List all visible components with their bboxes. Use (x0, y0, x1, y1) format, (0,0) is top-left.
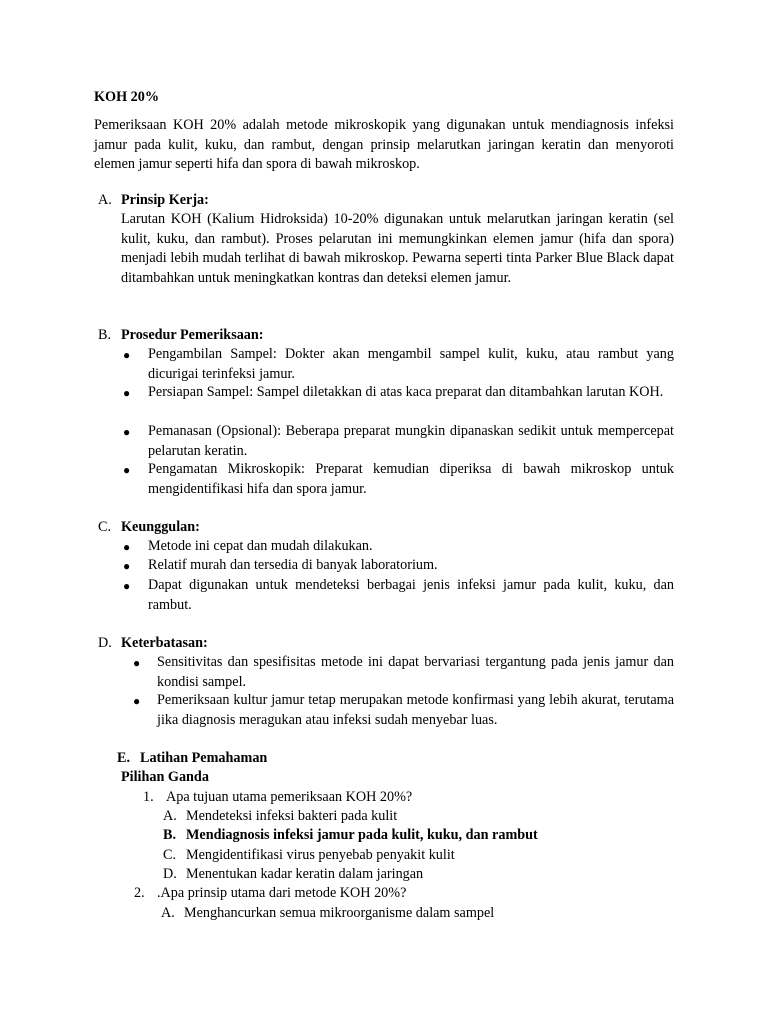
section-b-heading: Prosedur Pemeriksaan: (121, 327, 264, 343)
list-item: Pemanasan (Opsional): Beberapa preparat mungkin dipanaskan sedikit untuk mempercepat pelarutan keratin. (148, 423, 674, 459)
option-letter: A. (163, 808, 177, 824)
document-title: KOH 20% (94, 89, 160, 105)
bullet-icon: ● (123, 559, 131, 573)
list-item: Pengamatan Mikroskopik: Preparat kemudian diperiksa di bawah mikroskop untuk mengidentifikasi hifa dan spora jamur. (148, 461, 674, 497)
section-e-heading: Latihan Pemahaman (140, 750, 268, 766)
list-item: Pengambilan Sampel: Dokter akan mengambil sampel kulit, kuku, atau rambut yang dicurigai terinfeksi jamur. (148, 346, 674, 382)
question-number: 2. (134, 885, 145, 901)
option-letter: B. (163, 827, 177, 843)
list-item: Metode ini cepat dan mudah dilakukan. (148, 538, 373, 554)
list-item: Persiapan Sampel: Sampel diletakkan di atas kaca preparat dan ditambahkan larutan KOH. (148, 384, 664, 400)
section-a-letter: A. (98, 192, 112, 208)
bullet-icon: ● (123, 425, 131, 439)
option-text: Mengidentifikasi virus penyebab penyakit kulit (186, 847, 455, 863)
bullet-icon: ● (123, 386, 131, 400)
list-item: Pemeriksaan kultur jamur tetap merupakan metode konfirmasi yang lebih akurat, terutama jika diagnosis meragukan atau infeksi sudah menyebar luas. (157, 692, 674, 728)
bullet-icon: ● (133, 656, 141, 670)
option-text: Menghancurkan semua mikroorganisme dalam sampel (184, 905, 495, 921)
section-c-heading: Keunggulan: (121, 519, 200, 535)
option-letter: D. (163, 866, 177, 882)
bullet-icon: ● (123, 348, 131, 362)
section-e-subheading: Pilihan Ganda (121, 769, 209, 785)
question-number: 1. (143, 789, 154, 805)
option-text: Mendeteksi infeksi bakteri pada kulit (186, 808, 398, 824)
list-item: Dapat digunakan untuk mendeteksi berbagai jenis infeksi jamur pada kulit, kuku, dan rambut. (148, 577, 674, 613)
question-text: Apa tujuan utama pemeriksaan KOH 20%? (166, 789, 413, 805)
section-a-heading: Prinsip Kerja: (121, 192, 209, 208)
intro-paragraph: Pemeriksaan KOH 20% adalah metode mikroskopik yang digunakan untuk mendiagnosis infeksi jamur pada kulit, kuku, dan rambut, dengan prinsip melarutkan jaringan keratin dan menyoroti elemen jamur seperti hifa dan spora di bawah mikroskop. (94, 117, 674, 172)
bullet-icon: ● (123, 463, 131, 477)
section-d-letter: D. (98, 635, 112, 651)
option-text: Menentukan kadar keratin dalam jaringan (186, 866, 424, 882)
list-item: Sensitivitas dan spesifisitas metode ini dapat bervariasi tergantung pada jenis jamur dan kondisi sampel. (157, 654, 674, 690)
section-c-letter: C. (98, 519, 112, 535)
bullet-icon: ● (123, 540, 131, 554)
option-letter: C. (163, 847, 177, 863)
bullet-icon: ● (123, 579, 131, 593)
section-a-body: Larutan KOH (Kalium Hidroksida) 10-20% digunakan untuk melarutkan jaringan keratin (sel kulit, kuku, dan rambut). Proses pelarutan ini memungkinkan elemen jamur (hifa dan spora) menjadi lebih mudah terlihat di bawah mikroskop. Pewarna seperti tinta Parker Blue Black dapat ditambahkan untuk meningkatkan kontras dan deteksi elemen jamur. (121, 211, 674, 286)
section-e-letter: E. (117, 750, 131, 766)
option-text-correct: Mendiagnosis infeksi jamur pada kulit, kuku, dan rambut (186, 827, 538, 843)
question-text: .Apa prinsip utama dari metode KOH 20%? (157, 885, 407, 901)
section-d-heading: Keterbatasan: (121, 635, 208, 651)
list-item: Relatif murah dan tersedia di banyak laboratorium. (148, 557, 438, 573)
section-b-letter: B. (98, 327, 112, 343)
bullet-icon: ● (133, 694, 141, 708)
option-letter: A. (161, 905, 175, 921)
